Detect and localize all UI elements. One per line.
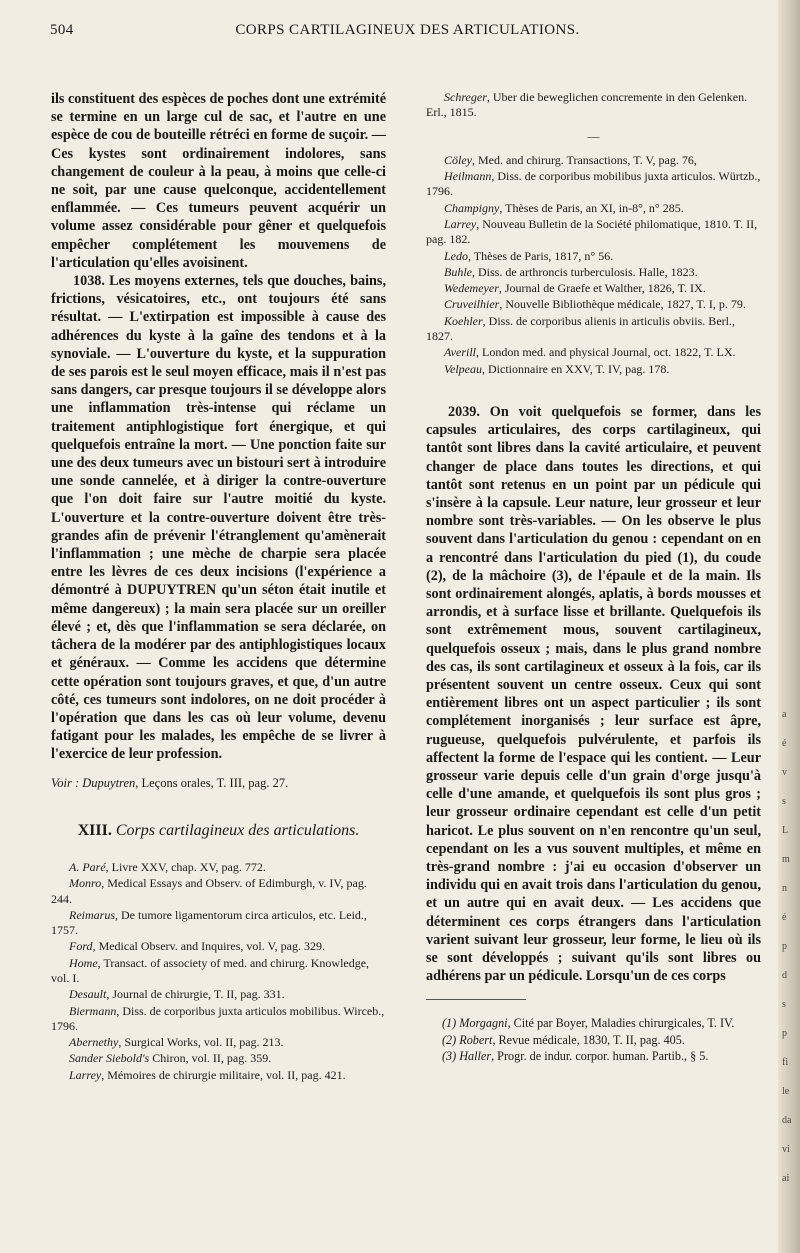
bibliography-entry [51,1004,386,1035]
footnote-item [426,1049,761,1065]
adjacent-page-text [782,700,798,1193]
author-name: A. Paré [69,859,106,874]
edge-glyph: d [782,970,787,981]
citation-text: , Cité par Boyer, Maladies chirurgicales, T. IV. [507,1016,735,1031]
bibliography-entry [426,153,761,168]
footnote-item [426,1033,761,1049]
author-name: Larrey [69,1067,102,1082]
citation-text: , London med. and physical Journal, oct. 1822, T. LX. [476,345,736,360]
author-name: Biermann [69,1003,117,1018]
author-name: Schreger [444,90,487,104]
citation-text: , Diss. de corporibus mobilibus juxta articulos. Würtzb., 1796. [426,169,761,199]
edge-glyph: le [782,1086,790,1097]
separator-dash: — [587,128,600,143]
citation-text: , Dictionnaire en XXV, T. IV, pag. 178. [482,361,670,376]
author-name: Cruveilhier [444,297,500,312]
citation-text: , Progr. de indur. corpor. human. Partib., § 5. [491,1049,709,1064]
citation-text: , Journal de Graefe et Walther, 1826, T. IX. [498,281,706,296]
edge-glyph: s [782,999,786,1010]
bibliography-entry [51,1035,386,1050]
footnotes [426,1016,761,1065]
citation-text: , De tumore ligamentorum circa articulos, etc. Leid., 1757. [51,907,367,938]
citation-text: , Thèses de Paris, an XI, in-8°, n° 285. [499,200,684,215]
page-number: 504 [50,22,74,38]
citation-text: Chiron, vol. II, pag. 359. [149,1051,272,1066]
author-name: Averill [444,345,476,360]
citation-text: , Transact. of associety of med. and chirurg. Knowledge, vol. I. [51,955,370,985]
edge-glyph: p [782,1028,787,1039]
bibliography-entry [426,281,761,296]
bibliography-entry [426,345,761,360]
bibliography-entry [426,362,761,377]
citation-text: , Revue médicale, 1830, T. II, pag. 405. [492,1032,685,1047]
bibliography-entry [426,90,761,121]
see-also-label: Voir : Dupuytren [51,775,136,790]
bibliography-entry [426,249,761,264]
author-name: Monro [69,876,102,891]
author-name: Desault [69,987,107,1002]
bibliography-entry [426,314,761,345]
edge-glyph: p [782,941,787,952]
section-heading [51,822,386,840]
paragraph-1038: 1038. Les moyens externes, tels que douches, bains, frictions, vésicatoires, etc., ont toujours été sans résultat. — L'extirpation est impossible à cause des adhérences du kyste à la gaîne des tendons et à la synoviale. — L'ouverture du kyste, et la suppuration de ses parois est le seul moyen efficace, mais il n'est pas sans dangers, car presque toujours il se développe alors une inflammation très-intense qui réclame un traitement antiphlogistique fort énergique, et qui quelquefois entraîne la mort. — Une ponction faite sur une des deux tumeurs avec un bistouri sert à introduire une sonde cannelée, et à diriger la contre-ouverture que l'on doit faire sur l'autre moitié du kyste. L'ouverture et la contre-ouverture doivent être très-grandes afin de prévenir l'étranglement qu'amènerait l'inflammation ; une mèche de charpie sera placée entre les lèvres de ces deux incisions (l'expérience a démontré à DUPUYTREN qu'un séton était inutile et même dangereux) ; la main sera placée sur un oreiller élevé ; et, dès que l'inflammation se sera déclarée, on tâchera de la modérer par des antiphlogistiques locaux et généraux. — Comme les accidens que détermine cette opération sont toujours graves, et que, d'un autre côté, ces tumeurs sont indolores, on ne doit procéder à l'opération que dans les cas où leur volume, devenu fatigant pour les malades, les empêche de se livrer à l'exercice de leur profession. [51,273,386,763]
bibliography-entry [51,1051,386,1066]
author-name: Champigny [444,200,500,215]
author-name: Wedemeyer [444,281,499,296]
citation-text: , Diss. de corporibus alienis in articulis obviis. Berl., 1827. [426,313,735,344]
footnote-rule [426,999,526,1000]
author-name: (2) Robert [442,1032,493,1047]
author-name: Buhle [444,264,472,279]
edge-glyph: v [782,767,787,778]
right-column [426,90,761,1066]
bibliography-entry [51,1068,386,1083]
citation-text: , Surgical Works, vol. II, pag. 213. [118,1035,284,1050]
bibliography-entry [426,217,761,248]
citation-text: , Nouveau Bulletin de la Société philomatique, 1810. T. II, pag. 182. [426,216,758,247]
adjacent-page-edge [778,0,800,1253]
bibliography-entry [426,265,761,280]
author-name: Cöley [444,152,472,167]
paragraph-2039: 2039. On voit quelquefois se former, dans les capsules articulaires, des corps cartilagineux, qui tantôt sont libres dans la cavité articulaire, et peuvent changer de place dans toutes les directions, et qui tantôt sont retenus en un point par un pédicule qui s'insère à la capsule. Leur nature, leur grosseur et leur nombre sont très-variables. — On les observe le plus souvent dans l'articulation du genou : cependant on en a rencontré dans l'articulation du pied (1), du coude (2), de la mâchoire (3), de l'épaule et de la main. Ils sont ordinairement alongés, aplatis, à bords mousses et arrondis, et à surface lisse et brillante. Quelquefois ils sont extrêmement mous, souvent cartilagineux, quelquefois osseux ; mais, dans le plus grand nombre des cas, ils sont cartilagineux et osseux à la fois, car ils présentent souvent un centre osseux. Ceux qui sont entièrement libres ont un aspect particulier ; ils sont complétement inorganisés ; leur surface est âpre, rugueuse, quelquefois pulvérulente, et parfois ils affectent la forme de l'espace qui les contient. — Leur grosseur varie depuis celle d'un grain d'orge jusqu'à celle d'une amande, et quelquefois ils sont plus gros ; leur grosseur ordinaire cependant est celle d'un petit haricot. Le plus souvent on n'en rencontre qu'un seul, cependant on les a vus souvent multiples, et même en très-grand nombre : j'ai eu occasion d'observer un individu qui en avait trois dans l'articulation du genou, et un autre qui en avait deux. — Les accidens que déterminent ces corps étrangers dans l'articulation varient suivant leur grosseur, leur forme, le lieu où ils se sont développés ; suivant qu'ils sont libres ou adhérens par un pédicule. Lorsqu'un de ces corps [426,403,761,985]
section-number: XIII. [77,821,112,839]
citation-text: , Medical Observ. and Inquires, vol. V, pag. 329. [92,939,325,954]
bibliography-entry [51,876,386,907]
citation-text: , Journal de chirurgie, T. II, pag. 331. [106,987,285,1002]
page-header [50,22,765,44]
author-name: Ford [69,939,93,954]
bibliography-entry [51,956,386,987]
citation-text: , Diss. de arthroncis turberculosis. Halle, 1823. [472,264,698,279]
edge-glyph: m [782,854,790,865]
footnote-item [426,1016,761,1032]
author-name: Home [69,955,98,970]
author-name: Reimarus [69,907,115,922]
citation-text: , Mémoires de chirurgie militaire, vol. II, pag. 421. [101,1067,346,1082]
citation-text: , Nouvelle Bibliothèque médicale, 1827, T. I, p. 79. [499,297,746,312]
section-title: Corps cartilagineux des articulations. [115,821,360,839]
edge-glyph: é [782,738,787,749]
author-name: (1) Morgagni [442,1016,508,1031]
bibliography-list [51,860,386,1083]
edge-glyph: s [782,796,786,807]
citation-text: , Livre XXV, chap. XV, pag. 772. [105,859,266,874]
author-name: Larrey [444,216,477,231]
bibliography-list-secondary [426,153,761,377]
edge-glyph: a [782,709,787,720]
bibliography-entry [51,987,386,1002]
bibliography-entry [426,169,761,200]
edge-glyph: da [782,1115,792,1126]
edge-glyph: L [782,825,789,836]
paragraph-continuation: ils constituent des espèces de poches dont une extrémité se termine en un large cul de sac, et l'autre en une espèce de cou de bouteille rétréci en forme de suçoir. — Ces kystes sont ordinairement indolores, sans changement de couleur à la peau, à moins que celle-ci ne soit, par une cause quelconque, accidentellement enflammée. — Ces tumeurs peuvent acquérir un volume assez considérable pour gêner et quelquefois empêcher complétement les mouvemens de l'articulation qu'elles avoisinent. [51,91,386,271]
edge-glyph: fi [782,1057,789,1068]
edge-glyph: n [782,883,787,894]
citation-text: , Med. and chirurg. Transactions, T. V, pag. 76, [472,152,697,167]
author-name: Abernethy [69,1035,119,1050]
left-column [51,90,386,1084]
citation-text: , Uber die beweglichen concremente in den Gelenken. Erl., 1815. [426,90,748,120]
bibliography-entry [51,939,386,954]
citation-text: , Thèses de Paris, 1817, n° 56. [468,248,614,263]
author-name: Koehler [444,313,483,328]
see-also-text: , Leçons orales, T. III, pag. 27. [135,775,289,790]
edge-glyph: vi [782,1144,790,1155]
running-title: CORPS CARTILAGINEUX DES ARTICULATIONS. [235,22,580,38]
author-name: Sander Siebold's [69,1051,150,1066]
edge-glyph: é [782,912,787,923]
bibliography-list-continued [426,90,761,121]
bibliography-entry [51,908,386,939]
author-name: Velpeau [444,361,482,376]
bibliography-entry [426,297,761,312]
edge-glyph: ai [782,1173,790,1184]
author-name: Heilmann [444,169,492,184]
see-also-reference [51,774,386,792]
bibliography-entry [426,201,761,216]
author-name: Ledo [444,248,468,263]
citation-text: , Diss. de corporibus juxta articulos mobilibus. Wirceb., 1796. [51,1003,385,1033]
citation-text: , Medical Essays and Observ. of Edimburgh, v. IV, pag. 244. [51,876,367,906]
author-name: (3) Haller [442,1049,492,1064]
bibliography-entry [51,860,386,875]
